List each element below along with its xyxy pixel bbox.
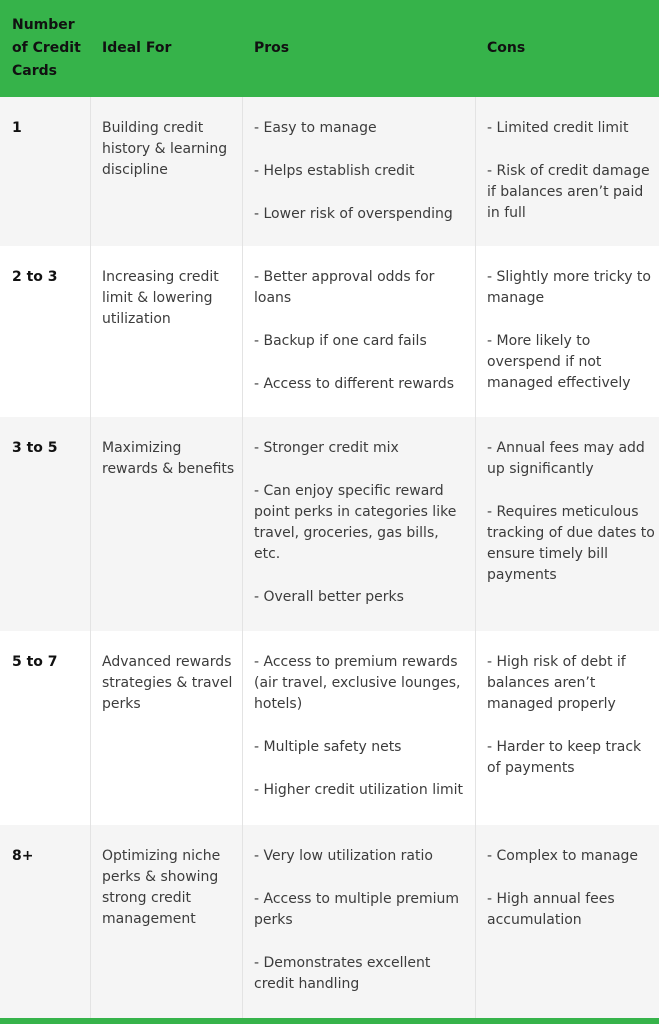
cell-number: 5 to 7 bbox=[0, 631, 91, 825]
cell-ideal-for: Maximizing rewards & benefits bbox=[91, 417, 243, 631]
con-item: - Annual fees may add up significantly bbox=[487, 440, 645, 477]
con-item: - Risk of credit damage if balances aren’t paid in full bbox=[487, 163, 650, 221]
pro-item: - Lower risk of overspending bbox=[254, 206, 453, 222]
pro-item: - Stronger credit mix bbox=[254, 440, 399, 456]
cell-cons bbox=[476, 417, 659, 631]
pro-item: - Access to multiple premium perks bbox=[254, 891, 459, 928]
con-item: - Requires meticulous tracking of due dates to ensure timely bill payments bbox=[487, 504, 655, 583]
pro-item: - Access to different rewards bbox=[254, 376, 455, 392]
con-item: - Harder to keep track of payments bbox=[487, 739, 642, 776]
pro-item: - Access to premium rewards (air travel, exclusive lounges, hotels) bbox=[254, 654, 461, 712]
cell-cons bbox=[476, 97, 659, 246]
cell-pros bbox=[243, 631, 476, 825]
cell-pros bbox=[243, 246, 476, 417]
con-item: - High risk of debt if balances aren’t managed properly bbox=[487, 654, 626, 712]
con-item: - More likely to overspend if not managed effectively bbox=[487, 333, 631, 391]
pro-item: - Easy to manage bbox=[254, 120, 377, 136]
con-item: - Limited credit limit bbox=[487, 120, 629, 136]
cell-number: 8+ bbox=[0, 825, 91, 1018]
cell-pros bbox=[243, 417, 476, 631]
cell-cons bbox=[476, 825, 659, 1018]
pro-item: - Better approval odds for loans bbox=[254, 269, 435, 306]
header-cons: Cons bbox=[487, 40, 526, 56]
pro-item: - Backup if one card fails bbox=[254, 333, 427, 349]
cell-ideal-for: Advanced rewards strategies & travel perks bbox=[91, 631, 243, 825]
table-row bbox=[0, 97, 659, 246]
cell-ideal-for: Building credit history & learning discipline bbox=[91, 97, 243, 246]
pro-item: - Very low utilization ratio bbox=[254, 848, 433, 864]
footer-accent-bar bbox=[0, 1018, 659, 1024]
cell-ideal-for: Increasing credit limit & lowering utilization bbox=[91, 246, 243, 417]
cell-ideal-for: Optimizing niche perks & showing strong credit management bbox=[91, 825, 243, 1018]
pro-item: - Can enjoy specific reward point perks in categories like travel, groceries, gas bills, etc. bbox=[254, 483, 457, 562]
con-item: - Slightly more tricky to manage bbox=[487, 269, 651, 306]
table-row bbox=[0, 246, 659, 417]
pro-item: - Multiple safety nets bbox=[254, 739, 402, 755]
table-row bbox=[0, 417, 659, 631]
con-item: - High annual fees accumulation bbox=[487, 891, 615, 928]
header-ideal-for: Ideal For bbox=[102, 40, 172, 56]
cell-cons bbox=[476, 631, 659, 825]
cell-number: 1 bbox=[0, 97, 91, 246]
pro-item: - Higher credit utilization limit bbox=[254, 782, 463, 798]
table-row bbox=[0, 825, 659, 1018]
cell-number: 2 to 3 bbox=[0, 246, 91, 417]
header-pros: Pros bbox=[254, 40, 290, 56]
table-header bbox=[0, 0, 659, 97]
cell-cons bbox=[476, 246, 659, 417]
cell-pros bbox=[243, 825, 476, 1018]
pro-item: - Overall better perks bbox=[254, 589, 404, 605]
pro-item: - Helps establish credit bbox=[254, 163, 415, 179]
con-item: - Complex to manage bbox=[487, 848, 639, 864]
header-number-of-cards: Number of Credit Cards bbox=[12, 17, 81, 79]
cell-number: 3 to 5 bbox=[0, 417, 91, 631]
pro-item: - Demonstrates excellent credit handling bbox=[254, 955, 431, 992]
cell-pros bbox=[243, 97, 476, 246]
table-row bbox=[0, 631, 659, 825]
